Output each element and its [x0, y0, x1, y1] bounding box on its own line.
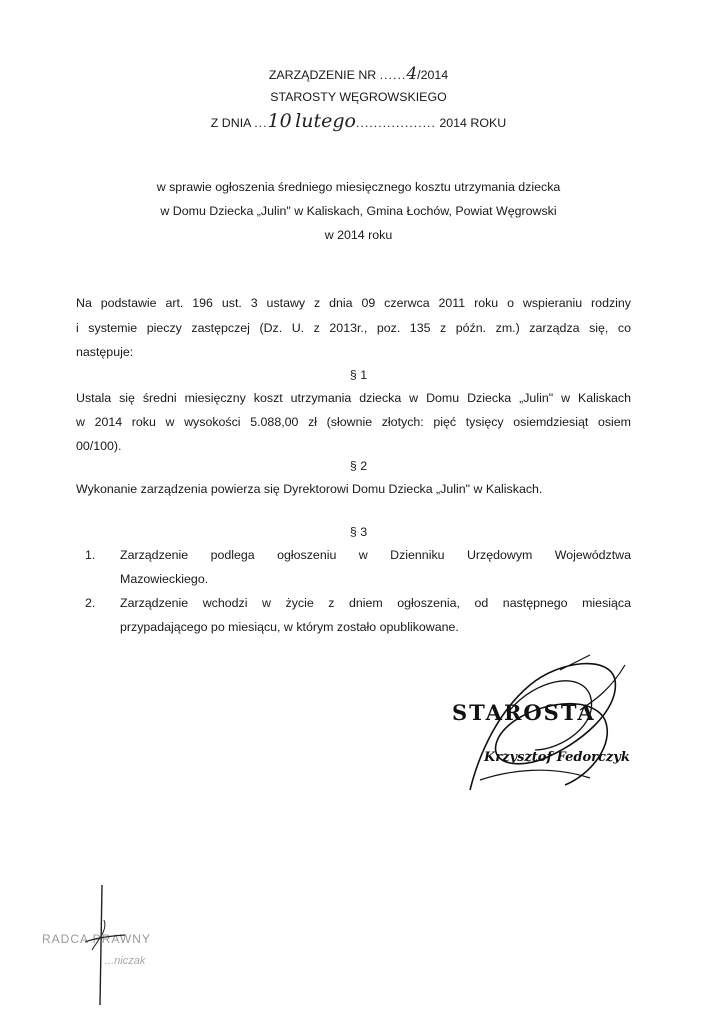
section-3-heading: § 3 — [349, 525, 368, 539]
subject-line-1: w sprawie ogłoszenia średniego miesięcznego kosztu utrzymania dziecka — [156, 180, 561, 194]
section-3-item-2-line-1: Zarządzenie wchodzi w życie z dniem ogłoszenia, od następnego miesiąca — [120, 596, 631, 610]
decree-prefix: ZARZĄDZENIE NR — [268, 68, 377, 82]
legal-stamp-title: RADCA PRAWNY — [42, 932, 151, 946]
starosta-stamp-name: Krzysztof Fedorczyk — [484, 750, 630, 765]
date-suffix: 2014 ROKU — [439, 116, 507, 130]
section-3-item-1-number: 1. — [85, 548, 96, 562]
subject-line-3: w 2014 roku — [324, 228, 393, 242]
starosta-stamp-title: STAROSTA — [452, 700, 596, 725]
section-1-line-2: w 2014 roku w wysokości 5.088,00 zł (słownie złotych: pięć tysięcy osiemdziesiąt osiem — [76, 415, 631, 429]
decree-suffix: /2014 — [417, 68, 449, 82]
section-3-item-2-line-2: przypadającego po miesiącu, w którym zostało opublikowane. — [120, 620, 459, 634]
date-dots-left: ... — [254, 116, 268, 130]
date-day-handwritten: 10 — [267, 110, 292, 132]
preamble-line-3: następuje: — [76, 345, 134, 359]
section-3-item-1-line-1: Zarządzenie podlega ogłoszeniu w Dzienniku Urzędowym Województwa — [120, 548, 631, 562]
date-prefix: Z DNIA — [210, 116, 251, 130]
decree-number-handwritten: 4 — [406, 64, 418, 84]
section-1-line-3: 00/100). — [76, 439, 122, 453]
date-line — [0, 110, 717, 132]
legal-stamp-name: ...niczak — [105, 955, 146, 967]
section-1-line-1: Ustala się średni miesięczny koszt utrzymania dziecka w Domu Dziecka „Julin" w Kaliskach — [76, 391, 631, 405]
date-month-handwritten: lutego — [295, 110, 356, 132]
starosta-signature-scribble — [440, 650, 640, 800]
subject-line-2: w Domu Dziecka „Julin" w Kaliskach, Gmina Łochów, Powiat Węgrowski — [160, 204, 557, 218]
decree-fill-dots: ...... — [379, 68, 407, 82]
issuer-line: STAROSTY WĘGROWSKIEGO — [270, 90, 447, 104]
date-dots-right: .................. — [355, 116, 436, 130]
legal-stamp-signature — [80, 880, 140, 1010]
preamble-line-2: i systemie pieczy zastępczej (Dz. U. z 2013r., poz. 135 z późn. zm.) zarządza się, co — [76, 321, 631, 335]
section-1-heading: § 1 — [349, 368, 368, 382]
section-2-text: Wykonanie zarządzenia powierza się Dyrektorowi Domu Dziecka „Julin" w Kaliskach. — [76, 482, 543, 496]
preamble-line-1: Na podstawie art. 196 ust. 3 ustawy z dnia 09 czerwca 2011 roku o wspieraniu rodziny — [76, 296, 631, 310]
section-3-item-2-number: 2. — [85, 596, 96, 610]
section-2-heading: § 2 — [349, 459, 368, 473]
decree-number-line — [0, 64, 717, 84]
section-3-item-1-line-2: Mazowieckiego. — [120, 572, 209, 586]
